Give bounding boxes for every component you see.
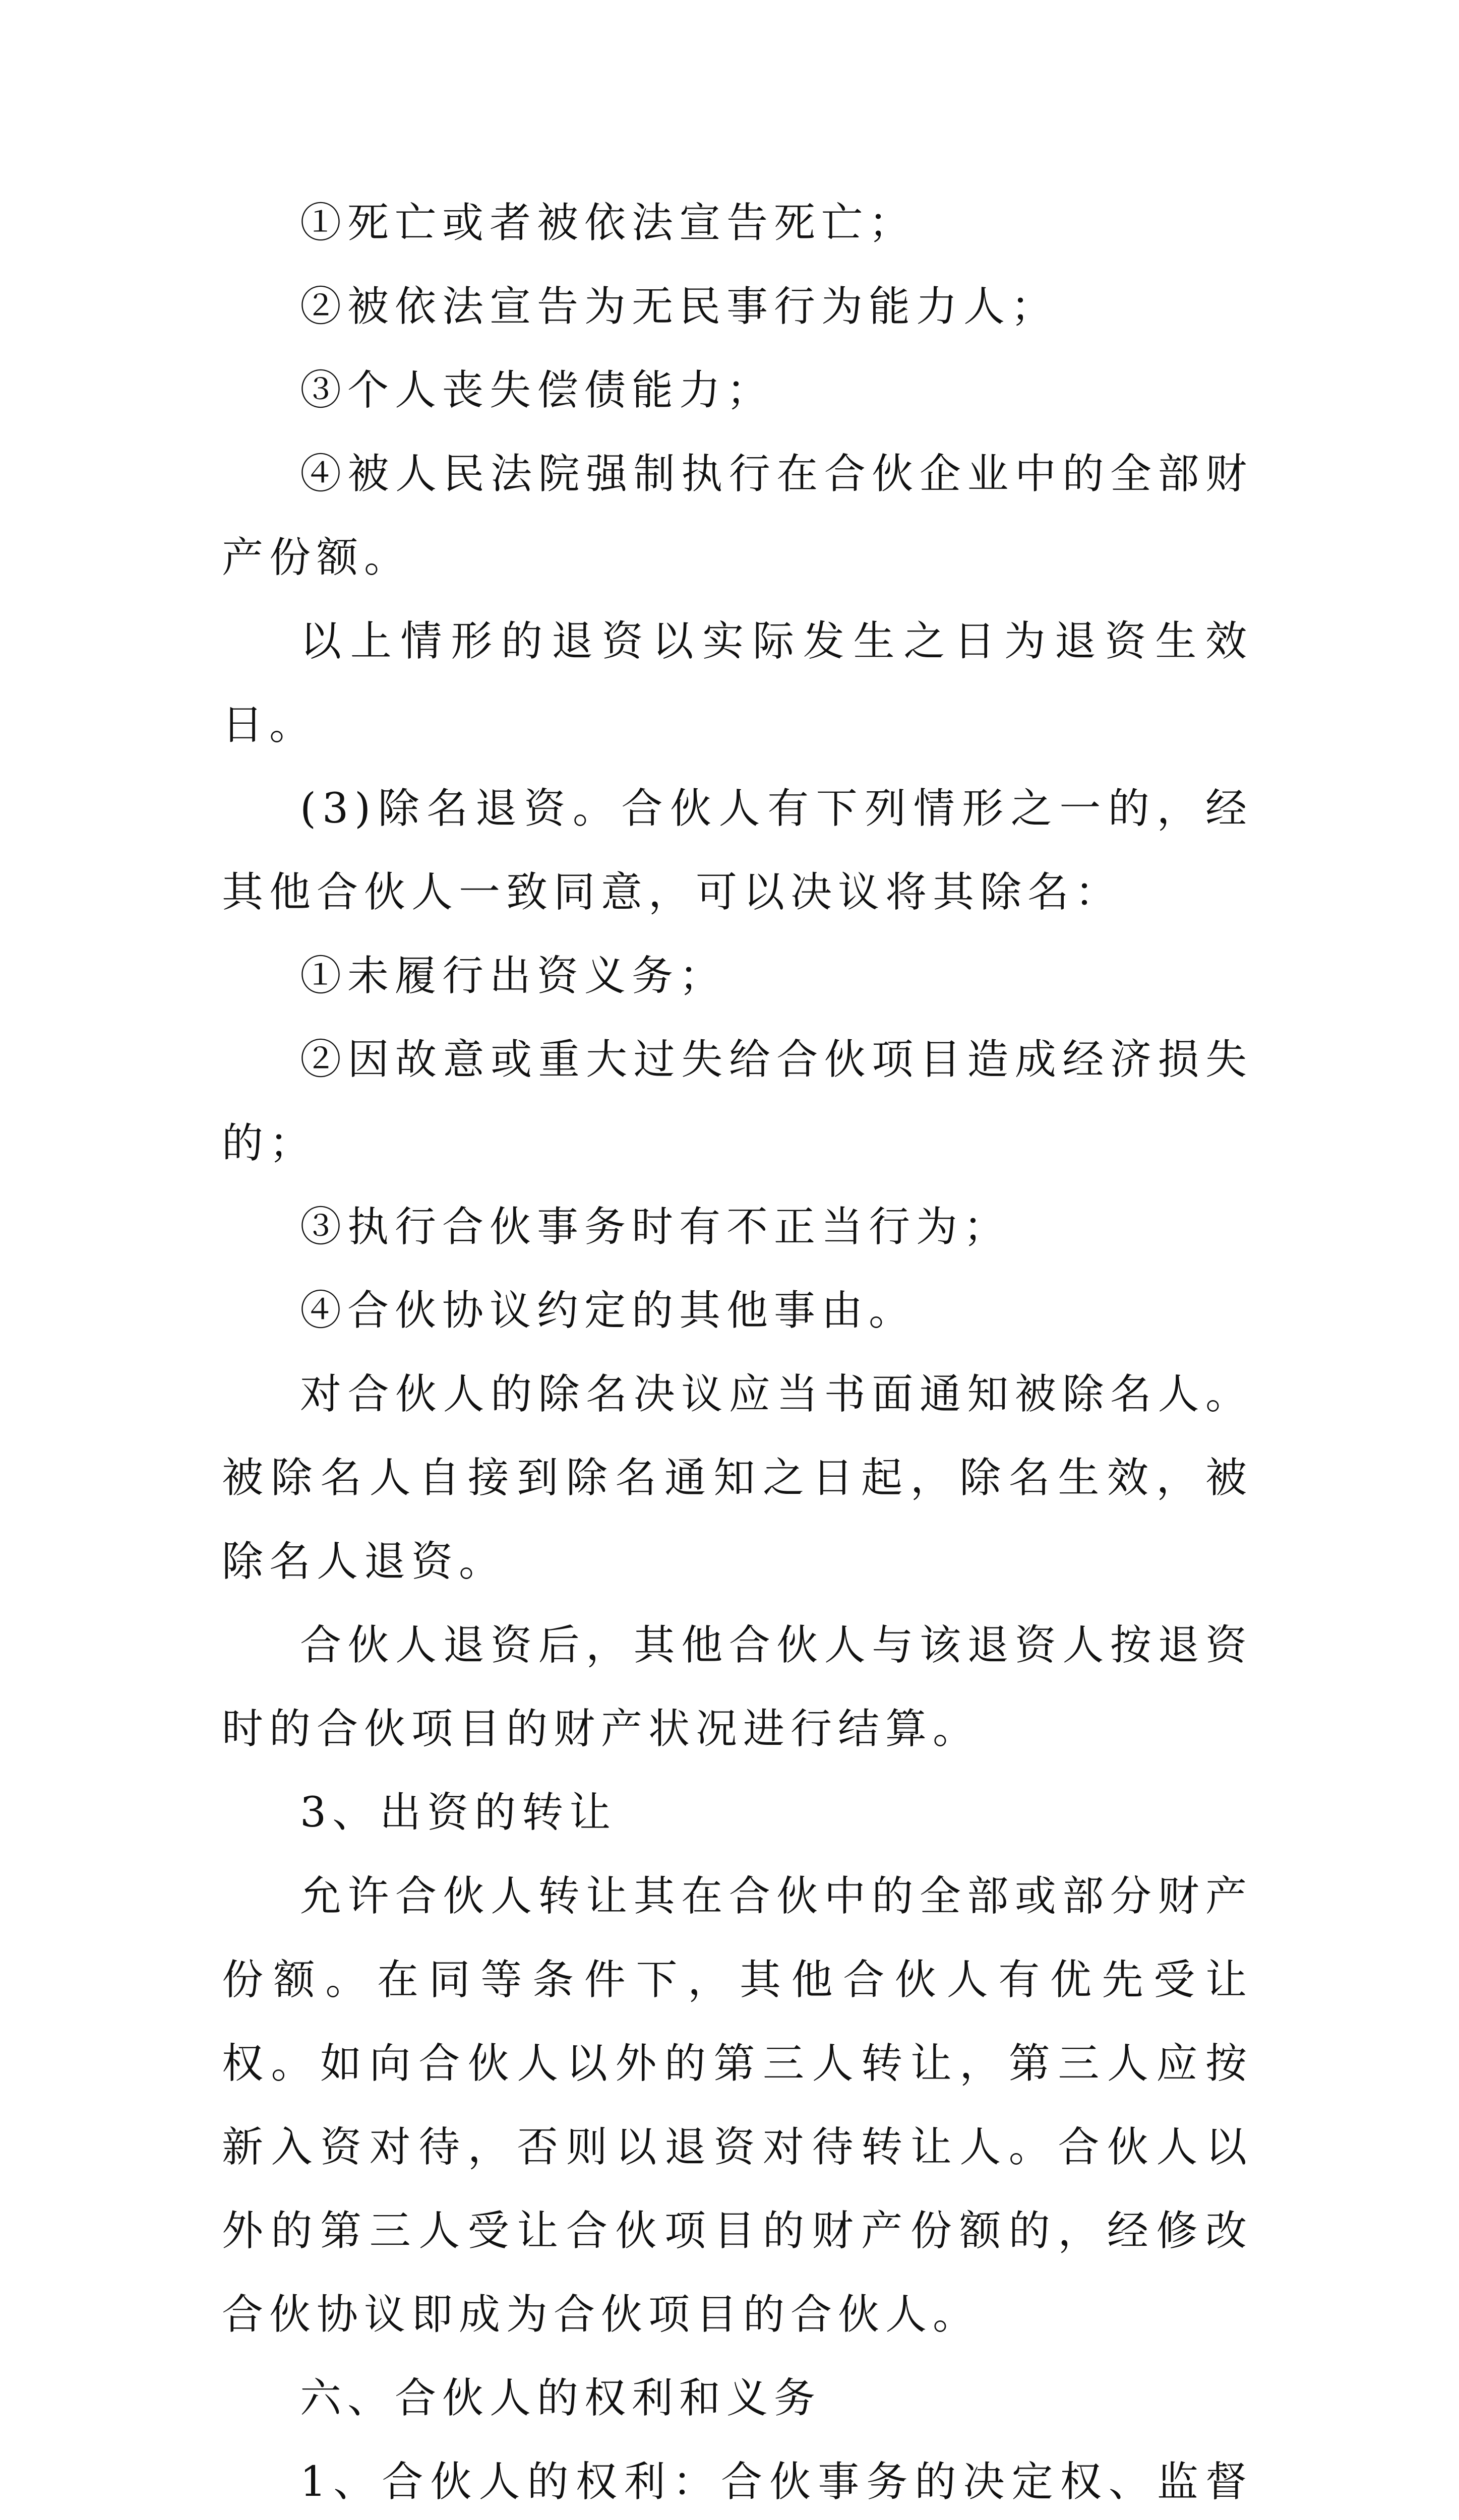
- section-heading: 六、合伙人的权利和义务: [300, 2374, 822, 2422]
- paragraph: ②被依法宣告为无民事行为能力人；: [300, 283, 1059, 331]
- paragraph: ①死亡或者被依法宣告死亡；: [300, 199, 917, 247]
- paragraph: ②因故意或重大过失给合伙项目造成经济损失的；: [222, 1036, 1253, 1167]
- paragraph: 合伙人退资后，其他合伙人与该退资人按退资时的合伙项目的财产状况进行结算。: [222, 1621, 1253, 1753]
- section-heading: 3、出资的转让: [300, 1789, 617, 1837]
- paragraph: ③个人丧失偿债能力；: [300, 366, 774, 414]
- paragraph: ④被人民法院强制执行在合伙企业中的全部财产份额。: [222, 450, 1253, 582]
- paragraph: (3)除名退资。合伙人有下列情形之一的，经其他合伙人一致同意，可以决议将其除名：: [222, 785, 1253, 916]
- paragraph: 1、合伙人的权利：合伙事务的决定权、监督: [300, 2458, 1253, 2506]
- paragraph: ①未履行出资义务；: [300, 952, 727, 1000]
- paragraph: 允许合伙人转让其在合伙中的全部或部分财产份额。在同等条件下，其他合伙人有优先受让权。如向合伙人以外的第三人转让，第三人应按新入资对待，否则以退资对待转让人。合伙人以外的第三人受让合伙项目的财产份额的，经修改合伙协议即成为合伙项目的合伙人。: [222, 1872, 1253, 2339]
- paragraph: ③执行合伙事务时有不正当行为；: [300, 1203, 1011, 1251]
- paragraph: 以上情形的退资以实际发生之日为退资生效日。: [222, 617, 1253, 749]
- paragraph: ④合伙协议约定的其他事由。: [300, 1287, 917, 1335]
- document-body: [222, 181, 1253, 2520]
- paragraph: 对合伙人的除名决议应当书面通知被除名人。被除名人自接到除名通知之日起，除名生效，被除名人退资。: [222, 1370, 1253, 1586]
